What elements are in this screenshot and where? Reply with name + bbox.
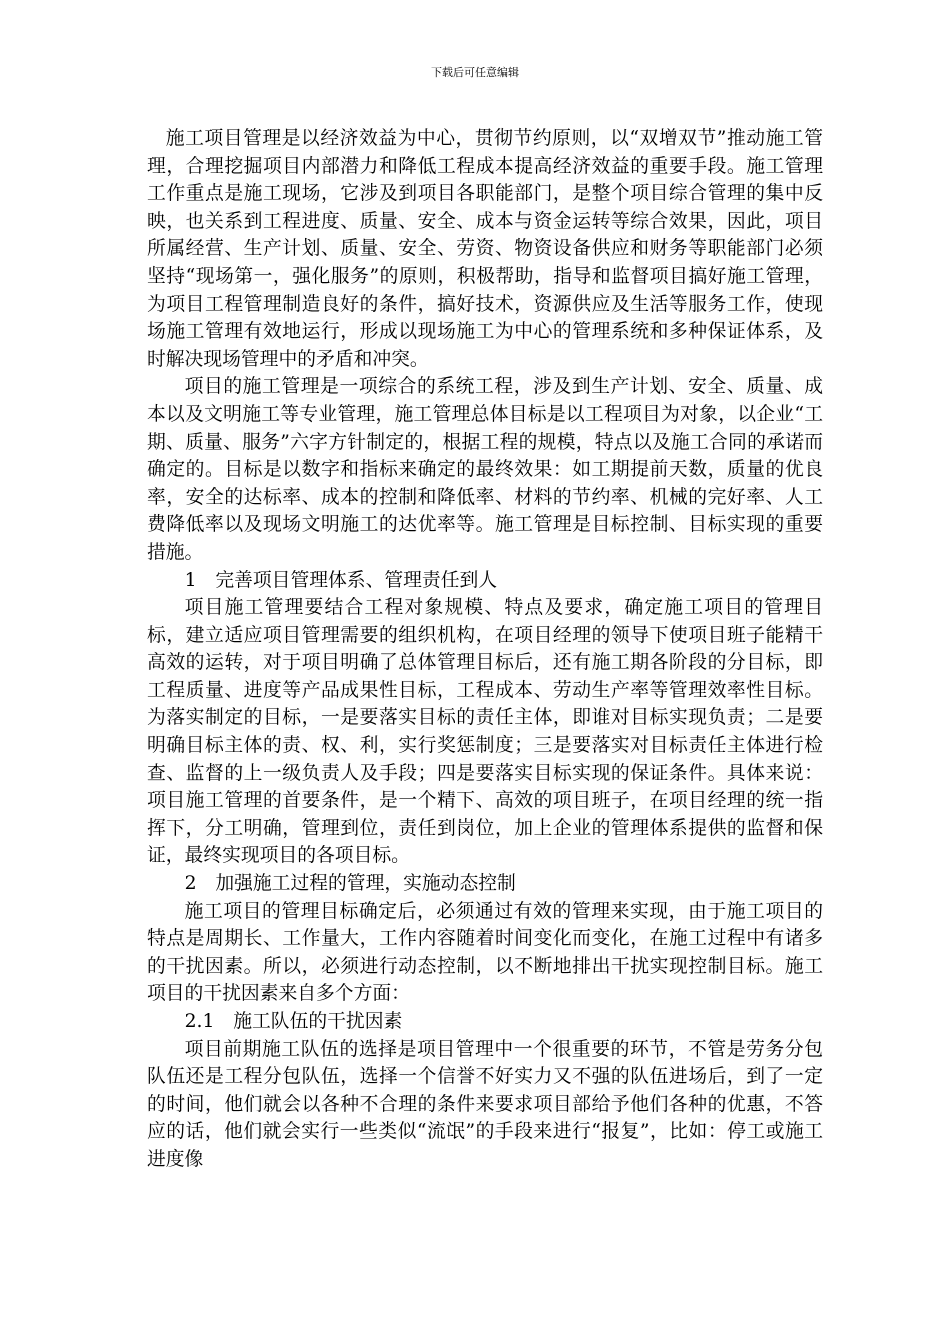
- paragraph-section-2-1: 项目前期施工队伍的选择是项目管理中一个很重要的环节，不管是劳务分包队伍还是工程分包队伍，选择一个信誉不好实力又不强的队伍进场后，到了一定的时间，他们就会以各种不合理的条件来要求项目部给予他们各种的优惠，不答应的话，他们就会实行一些类似“流氓”的手段来进行“报复”，比如：停工或施工进度像: [147, 1038, 823, 1170]
- paragraph-objectives: 项目的施工管理是一项综合的系统工程，涉及到生产计划、安全、质量、成本以及文明施工等专业管理，施工管理总体目标是以工程项目为对象，以企业“工期、质量、服务”六字方针制定的，根据工程的规模，特点以及施工合同的承诺而确定的。目标是以数字和指标来确定的最终效果：如工期提前天数，质量的优良率，安全的达标率、成本的控制和降低率、材料的节约率、机械的完好率、人工费降低率以及现场文明施工的达优率等。施工管理是目标控制、目标实现的重要措施。: [147, 376, 823, 563]
- section-heading-2: 2 加强施工过程的管理，实施动态控制: [184, 873, 516, 895]
- paragraph-section-1: 项目施工管理要结合工程对象规模、特点及要求，确定施工项目的管理目标，建立适应项目管理需要的组织机构，在项目经理的领导下使项目班子能精干高效的运转，对于项目明确了总体管理目标后，还有施工期各阶段的分目标，即工程质量、进度等产品成果性目标，工程成本、劳动生产率等管理效率性目标。为落实制定的目标，一是要落实目标的责任主体，即谁对目标实现负责；二是要明确目标主体的责、权、利，实行奖惩制度；三是要落实对目标责任主体进行检查、监督的上一级负责人及手段；四是要落实目标实现的保证条件。具体来说：项目施工管理的首要条件，是一个精下、高效的项目班子，在项目经理的统一指挥下，分工明确，管理到位，责任到岗位，加上企业的管理体系提供的监督和保证，最终实现项目的各项目标。: [147, 597, 823, 867]
- paragraph-section-2: 施工项目的管理目标确定后，必须通过有效的管理来实现，由于施工项目的特点是周期长、工作量大，工作内容随着时间变化而变化，在施工过程中有诸多的干扰因素。所以，必须进行动态控制，以不断地排出干扰实现控制目标。施工项目的干扰因素来自多个方面：: [147, 900, 823, 1005]
- section-heading-2-1: 2.1 施工队伍的干扰因素: [184, 1011, 403, 1032]
- document-body: [147, 125, 823, 1174]
- section-heading-1: 1 完善项目管理体系、管理责任到人: [184, 569, 498, 591]
- page-header-note: 下载后可任意编辑: [431, 66, 519, 79]
- paragraph-intro: 施工项目管理是以经济效益为中心，贯彻节约原则，以“双增双节”推动施工管理，合理挖掘项目内部潜力和降低工程成本提高经济效益的重要手段。施工管理工作重点是施工现场，它涉及到项目各职能部门，是整个项目综合管理的集中反映，也关系到工程进度、质量、安全、成本与资金运转等综合效果，因此，项目所属经营、生产计划、质量、安全、劳资、物资设备供应和财务等职能部门必须坚持“现场第一，强化服务”的原则，积极帮助，指导和监督项目搞好施工管理，为项目工程管理制造良好的条件，搞好技术，资源供应及生活等服务工作，使现场施工管理有效地运行，形成以现场施工为中心的管理系统和多种保证体系，及时解决现场管理中的矛盾和冲突。: [147, 128, 823, 370]
